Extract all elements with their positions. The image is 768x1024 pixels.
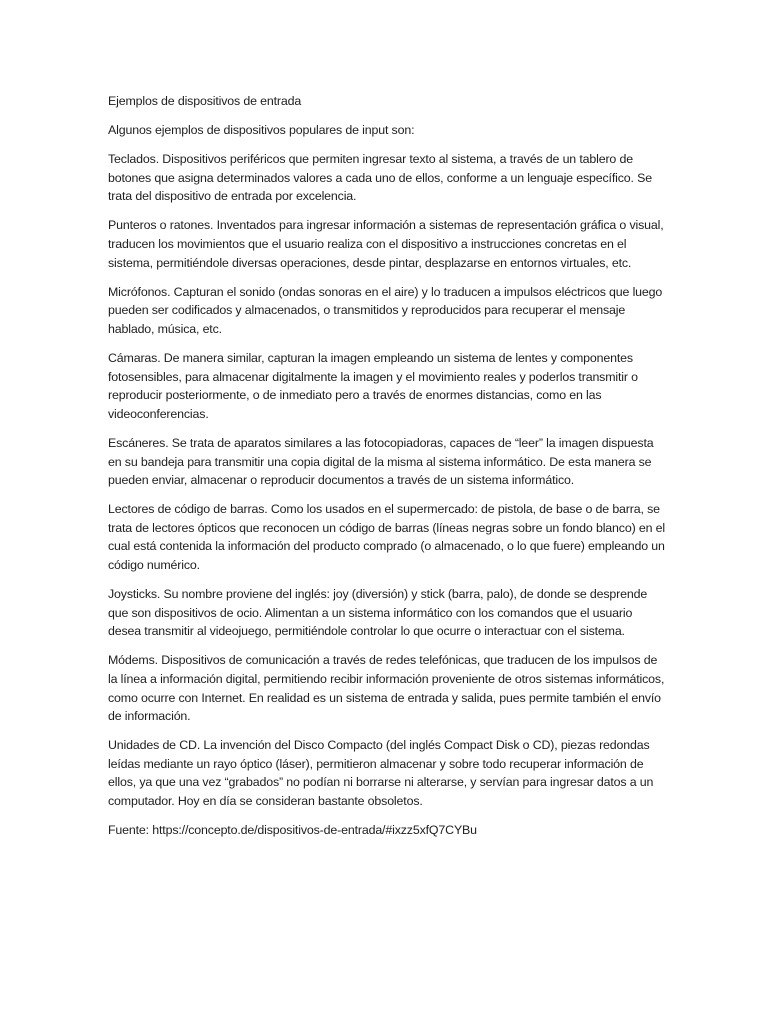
source-line: Fuente: https://concepto.de/dispositivos-de-entrada/#ixzz5xfQ7CYBu: [108, 823, 477, 838]
paragraph-teclados: Teclados. Dispositivos periféricos que permiten ingresar texto al sistema, a través de un tablero de botones que asigna determinados valores a cada uno de ellos, conforme a un lenguaje específico. Se trata del dispositivo de entrada por excelencia.: [108, 152, 652, 204]
paragraph-unidades-cd: Unidades de CD. La invención del Disco Compacto (del inglés Compact Disk o CD), piezas redondas leídas mediante un rayo óptico (láser), permitieron almacenar y sobre todo recuperar información de ellos, ya que una vez “grabados” no podían ni borrarse ni alterarse, y servían para ingresar datos a un computador. Hoy en día se consideran bastante obsoletos.: [108, 738, 654, 808]
paragraph-modems: Módems. Dispositivos de comunicación a través de redes telefónicas, que traducen de los impulsos de la línea a información digital, permitiendo recibir información proveniente de otros sistemas informáticos, como ocurre con Internet. En realidad es un sistema de entrada y salida, pues permite también el envío de información.: [108, 653, 665, 724]
document-title: Ejemplos de dispositivos de entrada: [108, 94, 302, 108]
paragraph-lectores: Lectores de código de barras. Como los usados en el supermercado: de pistola, de base o de barra, se trata de lectores ópticos que reconocen un código de barras (líneas negras sobre un fondo blanco) en el cual está contenida la información del producto comprado (o almacenado, o lo que fuere) empleando un código numérico.: [108, 502, 665, 572]
intro-paragraph: Algunos ejemplos de dispositivos populares de input son:: [108, 123, 415, 138]
paragraph-escaneres: Escáneres. Se trata de aparatos similares a las fotocopiadoras, capaces de “leer” la imagen dispuesta en su bandeja para transmitir una copia digital de la misma al sistema informático. De esta manera se pueden enviar, almacenar o reproducir documentos a través de un sistema informático.: [108, 435, 654, 488]
paragraph-camaras: Cámaras. De manera similar, capturan la imagen empleando un sistema de lentes y componentes fotosensibles, para almacenar digitalmente la imagen y el movimiento reales y poderlos transmitir o reproducir posteriormente, o de inmediato pero a través de enormes distancias, como en las videoconferencias.: [108, 351, 638, 421]
paragraph-punteros: Punteros o ratones. Inventados para ingresar información a sistemas de representación gráfica o visual, traducen los movimientos que el usuario realiza con el dispositivo a instrucciones concretas en el sistema, permitiéndole diversas operaciones, desde pintar, desplazarse en entornos virtuales, etc.: [108, 218, 664, 270]
paragraph-joysticks: Joysticks. Su nombre proviene del inglés: joy (diversión) y stick (barra, palo), de donde se desprende que son dispositivos de ocio. Alimentan a un sistema informático con los comandos que el usuario desea transmitir al videojuego, permitiéndole controlar lo que ocurre o interactuar con el sistema.: [108, 587, 648, 639]
document-page: [108, 92, 668, 850]
paragraph-microfonos: Micrófonos. Capturan el sonido (ondas sonoras en el aire) y lo traducen a impulsos eléctricos que luego pueden ser codificados y almacenados, o transmitidos y reproducidos para recuperar el mensaje hablado, música, etc.: [108, 284, 663, 336]
